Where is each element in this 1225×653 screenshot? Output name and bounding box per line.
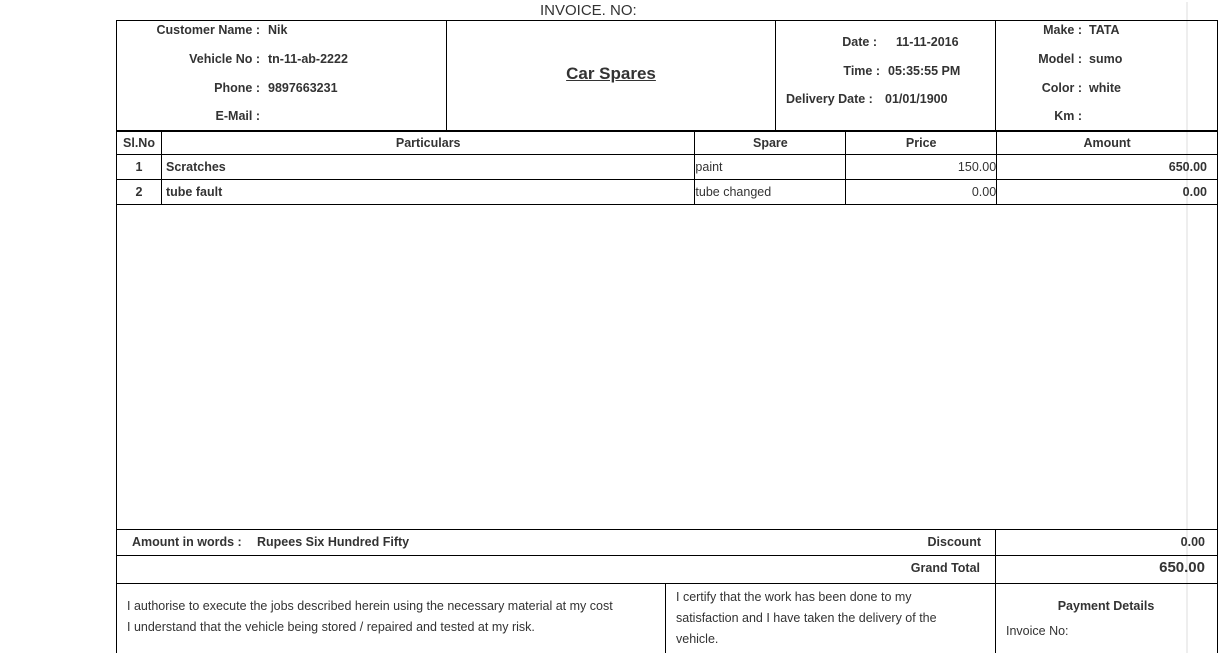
- time-value: 05:35:55 PM: [888, 64, 961, 78]
- make-value: TATA: [1089, 23, 1120, 37]
- row-slno: 1: [117, 155, 162, 180]
- table-row: [117, 155, 1218, 180]
- discount-label: Discount: [927, 535, 981, 549]
- body-left-border: [116, 205, 117, 653]
- certify-line-1: I certify that the work has been done to my: [676, 590, 912, 604]
- table-row: [117, 180, 1218, 205]
- make-label: Make :: [1043, 23, 1082, 37]
- payment-details-title: Payment Details: [1057, 599, 1155, 613]
- column-header-price: Price: [846, 132, 997, 155]
- summary-top-line: [116, 529, 1218, 530]
- customer-name-label: Customer Name :: [156, 23, 260, 37]
- color-label: Color :: [1041, 81, 1082, 95]
- row-particulars: tube fault: [161, 180, 694, 205]
- email-label: E-Mail :: [215, 109, 260, 123]
- date-value: 11-11-2016: [896, 35, 959, 49]
- authorise-line-2: I understand that the vehicle being stored / repaired and tested at my risk.: [127, 620, 535, 634]
- model-value: sumo: [1089, 52, 1123, 66]
- footer-divider-1: [665, 584, 666, 653]
- row-price: 0.00: [846, 180, 997, 205]
- row-slno: 2: [117, 180, 162, 205]
- certify-line-3: vehicle.: [676, 632, 719, 646]
- delivery-date-label: Delivery Date :: [786, 92, 873, 106]
- summary-bottom-line: [116, 583, 1218, 584]
- time-label: Time :: [843, 64, 880, 78]
- summary-divider: [995, 529, 996, 584]
- km-label: Km :: [1054, 109, 1082, 123]
- vehicle-no: tn-11-ab-2222: [268, 52, 348, 66]
- footer-divider-2: [995, 584, 996, 653]
- date-box: [775, 20, 996, 131]
- table-header-row: [117, 132, 1218, 155]
- phone: 9897663231: [268, 81, 338, 95]
- discount-value: 0.00: [1180, 535, 1205, 549]
- row-price: 150.00: [846, 155, 997, 180]
- row-spare: paint: [695, 155, 846, 180]
- color-value: white: [1089, 81, 1121, 95]
- column-header-particulars: Particulars: [161, 132, 694, 155]
- shop-name: Car Spares: [566, 64, 656, 83]
- row-amount: 0.00: [997, 180, 1218, 205]
- amount-in-words: Rupees Six Hundred Fifty: [257, 535, 410, 549]
- certify-line-2: satisfaction and I have taken the delivery of the: [676, 611, 937, 625]
- column-header-amount: Amount: [997, 132, 1218, 155]
- row-particulars: Scratches: [161, 155, 694, 180]
- customer-name: Nik: [268, 23, 288, 37]
- column-header-slno: Sl.No: [117, 132, 162, 155]
- row-spare: tube changed: [695, 180, 846, 205]
- items-table: [116, 131, 1218, 205]
- summary-mid-line: [116, 555, 1218, 556]
- column-header-spare: Spare: [695, 132, 846, 155]
- grand-total-value: 650.00: [1159, 559, 1205, 576]
- date-label: Date :: [842, 35, 877, 49]
- body-right-border: [1217, 205, 1218, 653]
- row-amount: 650.00: [997, 155, 1218, 180]
- amount-in-words-label: Amount in words :: [132, 535, 242, 549]
- phone-label: Phone :: [214, 81, 260, 95]
- vehicle-no-label: Vehicle No :: [189, 52, 260, 66]
- authorise-line-1: I authorise to execute the jobs described herein using the necessary material at my cost: [127, 599, 613, 613]
- model-label: Model :: [1038, 52, 1082, 66]
- invoice-title: INVOICE. NO:: [540, 2, 637, 19]
- invoice-no-label: Invoice No:: [1006, 624, 1069, 638]
- delivery-date-value: 01/01/1900: [885, 92, 948, 106]
- grand-total-label: Grand Total: [910, 561, 980, 575]
